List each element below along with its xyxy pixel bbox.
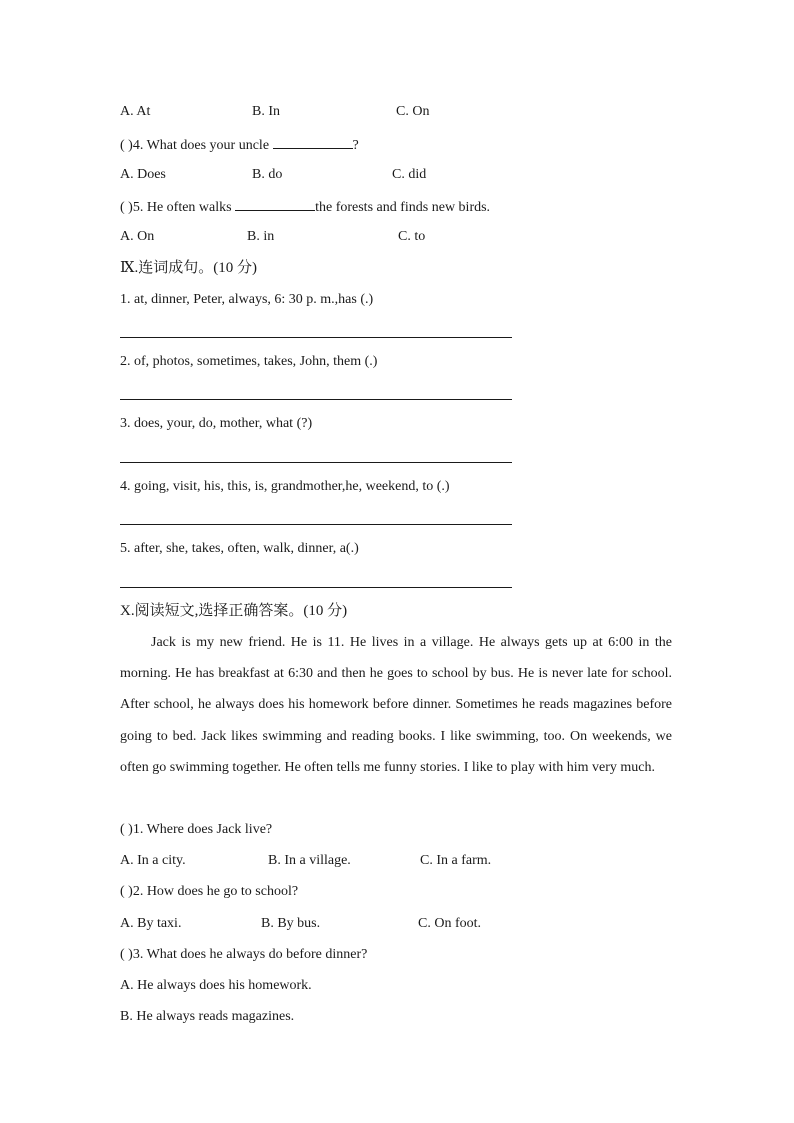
answer-line-2[interactable]: [120, 399, 512, 400]
sentence-item-1: 1. at, dinner, Peter, always, 6: 30 p. m.,has (.): [120, 292, 374, 307]
q4-number: 4.: [132, 138, 144, 153]
q4-stem-end: ?: [352, 138, 359, 153]
sentence-item-2: 2. of, photos, sometimes, takes, John, them (.): [120, 354, 378, 369]
answer-line-3[interactable]: [120, 462, 512, 463]
q4-fill-blank[interactable]: [273, 135, 353, 149]
q4-option-c[interactable]: C. did: [392, 167, 427, 182]
reading-q1-option-c[interactable]: C. In a farm.: [420, 853, 492, 868]
q3-option-c[interactable]: C. On: [396, 104, 430, 119]
reading-q2-option-b[interactable]: B. By bus.: [261, 916, 321, 931]
reading-q3: ( )3. What does he always do before dinner?: [120, 947, 368, 962]
reading-q1-option-b[interactable]: B. In a village.: [268, 853, 351, 868]
q5-option-a[interactable]: A. On: [120, 229, 155, 244]
section-9-heading: Ⅸ.连词成句。(10 分): [120, 260, 257, 276]
reading-passage: Jack is my new friend. He is 11. He lives in a village. He always gets up at 6:00 in the morning. He has breakfast at 6:30 and then he goes to school by bus. He is never late for school. After school, he always does his homework before dinner. Sometimes he reads magazines before going to bed. Jack likes swimming and reading books. I like swimming, too. On weekends, we often go swimming together. He often tells me funny stories. I like to play with him very much.: [120, 635, 672, 775]
q5-fill-blank[interactable]: [235, 197, 315, 211]
reading-q2: ( )2. How does he go to school?: [120, 884, 299, 899]
q5-answer-bracket[interactable]: ( ): [120, 200, 133, 215]
q5-question: [120, 197, 490, 217]
sentence-item-5: 5. after, she, takes, often, walk, dinner, a(.): [120, 541, 359, 556]
q3-option-b[interactable]: B. In: [252, 104, 280, 119]
reading-q3-option-b[interactable]: B. He always reads magazines.: [120, 1009, 295, 1024]
reading-q1-option-a[interactable]: A. In a city.: [120, 853, 186, 868]
q4-option-b[interactable]: B. do: [252, 167, 283, 182]
reading-q2-option-a[interactable]: A. By taxi.: [120, 916, 182, 931]
q5-option-b[interactable]: B. in: [247, 229, 275, 244]
q4-stem: What does your uncle: [146, 138, 270, 153]
sentence-item-3: 3. does, your, do, mother, what (?): [120, 416, 313, 431]
reading-q1: ( )1. Where does Jack live?: [120, 822, 273, 837]
answer-line-5[interactable]: [120, 587, 512, 588]
q4-answer-bracket[interactable]: ( ): [120, 138, 133, 153]
section-10-heading: X.阅读短文,选择正确答案。(10 分): [120, 603, 348, 619]
answer-line-1[interactable]: [120, 337, 512, 338]
reading-q2-option-c[interactable]: C. On foot.: [418, 916, 481, 931]
answer-line-4[interactable]: [120, 524, 512, 525]
q5-stem-end: the forests and finds new birds.: [315, 200, 491, 215]
q5-number: 5.: [132, 200, 144, 215]
reading-q3-option-a[interactable]: A. He always does his homework.: [120, 978, 312, 993]
q5-stem: He often walks: [146, 200, 232, 215]
q4-question: [120, 135, 359, 155]
q5-option-c[interactable]: C. to: [398, 229, 426, 244]
q3-option-a[interactable]: A. At: [120, 104, 151, 119]
sentence-item-4: 4. going, visit, his, this, is, grandmother,he, weekend, to (.): [120, 479, 450, 494]
q4-option-a[interactable]: A. Does: [120, 167, 166, 182]
